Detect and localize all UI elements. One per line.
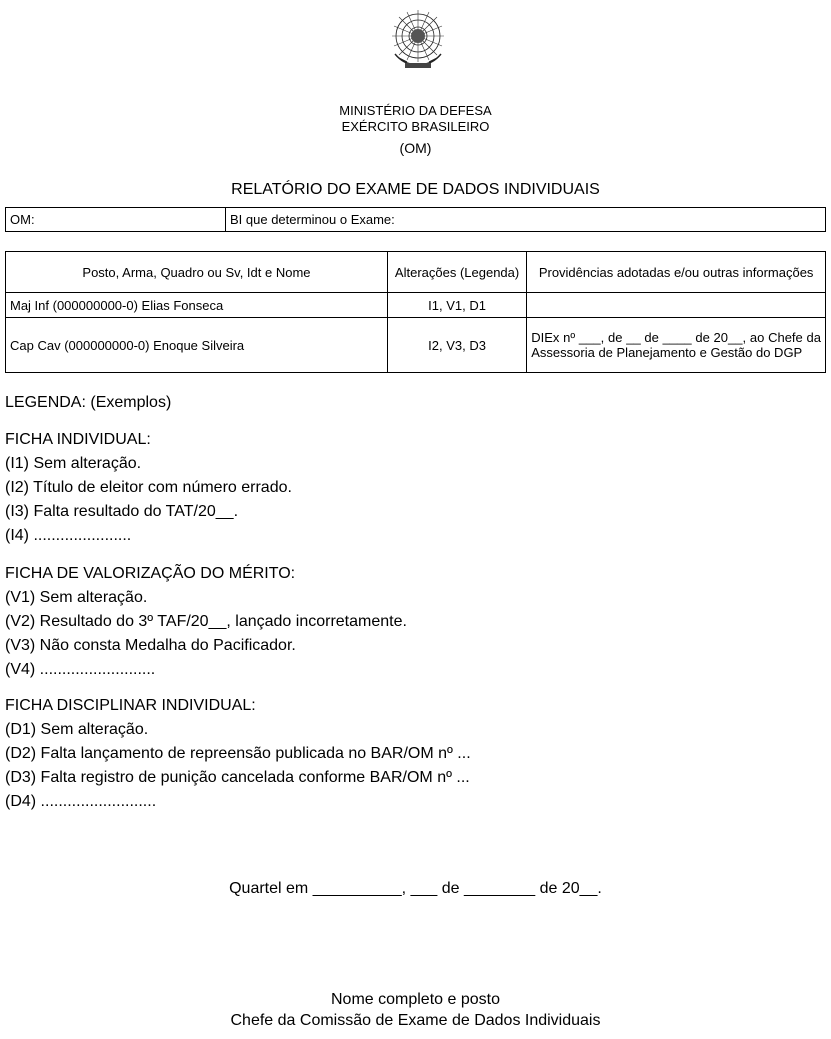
- section-heading: FICHA DE VALORIZAÇÃO DO MÉRITO:: [5, 565, 296, 582]
- cell-name: Cap Cav (000000000-0) Enoque Silveira: [6, 318, 388, 373]
- cell-providencias: DIEx nº ___, de __ de ____ de 20__, ao Chefe da Assessoria de Planejamento e Gestão do DGP: [527, 318, 826, 373]
- cell-alteracoes: I2, V3, D3: [387, 318, 526, 373]
- legend-item: (V4) ..........................: [5, 661, 156, 678]
- cell-providencias: [527, 293, 826, 318]
- om-field: OM:: [6, 208, 226, 232]
- legend-item: (V1) Sem alteração.: [5, 589, 148, 606]
- column-header-providencias: Providências adotadas e/ou outras informações: [527, 252, 826, 293]
- column-header-name: Posto, Arma, Quadro ou Sv, Idt e Nome: [6, 252, 388, 293]
- section-heading: FICHA DISCIPLINAR INDIVIDUAL:: [5, 697, 256, 714]
- legend-item: (V2) Resultado do 3º TAF/20__, lançado incorretamente.: [5, 613, 407, 630]
- table-row: [6, 293, 826, 318]
- table-row: [6, 318, 826, 373]
- bi-field: BI que determinou o Exame:: [226, 208, 826, 232]
- ministry-line: MINISTÉRIO DA DEFESA: [339, 103, 492, 118]
- om-line: (OM): [399, 140, 432, 156]
- report-title: RELATÓRIO DO EXAME DE DADOS INDIVIDUAIS: [231, 181, 600, 198]
- cell-alteracoes: I1, V1, D1: [387, 293, 526, 318]
- signature-role: Chefe da Comissão de Exame de Dados Individuais: [230, 1012, 601, 1029]
- info-table: [5, 207, 826, 232]
- table-header-row: [6, 252, 826, 293]
- legend-item: (I2) Título de eleitor com número errado.: [5, 479, 292, 496]
- legend-item: (I4) ......................: [5, 527, 132, 544]
- signature-name: Nome completo e posto: [331, 991, 500, 1008]
- legend-item: (D1) Sem alteração.: [5, 721, 149, 738]
- legend-section-individual: [5, 428, 292, 548]
- legend-item: (I1) Sem alteração.: [5, 455, 142, 472]
- legend-section-disciplinar: [5, 694, 471, 814]
- data-table: [5, 251, 826, 373]
- army-line: EXÉRCITO BRASILEIRO: [341, 119, 490, 134]
- legend-section-merito: [5, 562, 407, 682]
- place-date-line: Quartel em __________, ___ de ________ de 20__.: [229, 880, 602, 897]
- legend-item: (D2) Falta lançamento de repreensão publicada no BAR/OM nº ...: [5, 745, 471, 762]
- legend-item: (I3) Falta resultado do TAT/20__.: [5, 503, 239, 520]
- column-header-alteracoes: Alterações (Legenda): [387, 252, 526, 293]
- section-heading: FICHA INDIVIDUAL:: [5, 431, 151, 448]
- legend-title: LEGENDA: (Exemplos): [5, 394, 172, 411]
- legend-item: (D4) ..........................: [5, 793, 157, 810]
- coat-of-arms-seal-icon: [385, 6, 451, 72]
- legend-item: (V3) Não consta Medalha do Pacificador.: [5, 637, 296, 654]
- cell-name: Maj Inf (000000000-0) Elias Fonseca: [6, 293, 388, 318]
- legend-item: (D3) Falta registro de punição cancelada conforme BAR/OM nº ...: [5, 769, 470, 786]
